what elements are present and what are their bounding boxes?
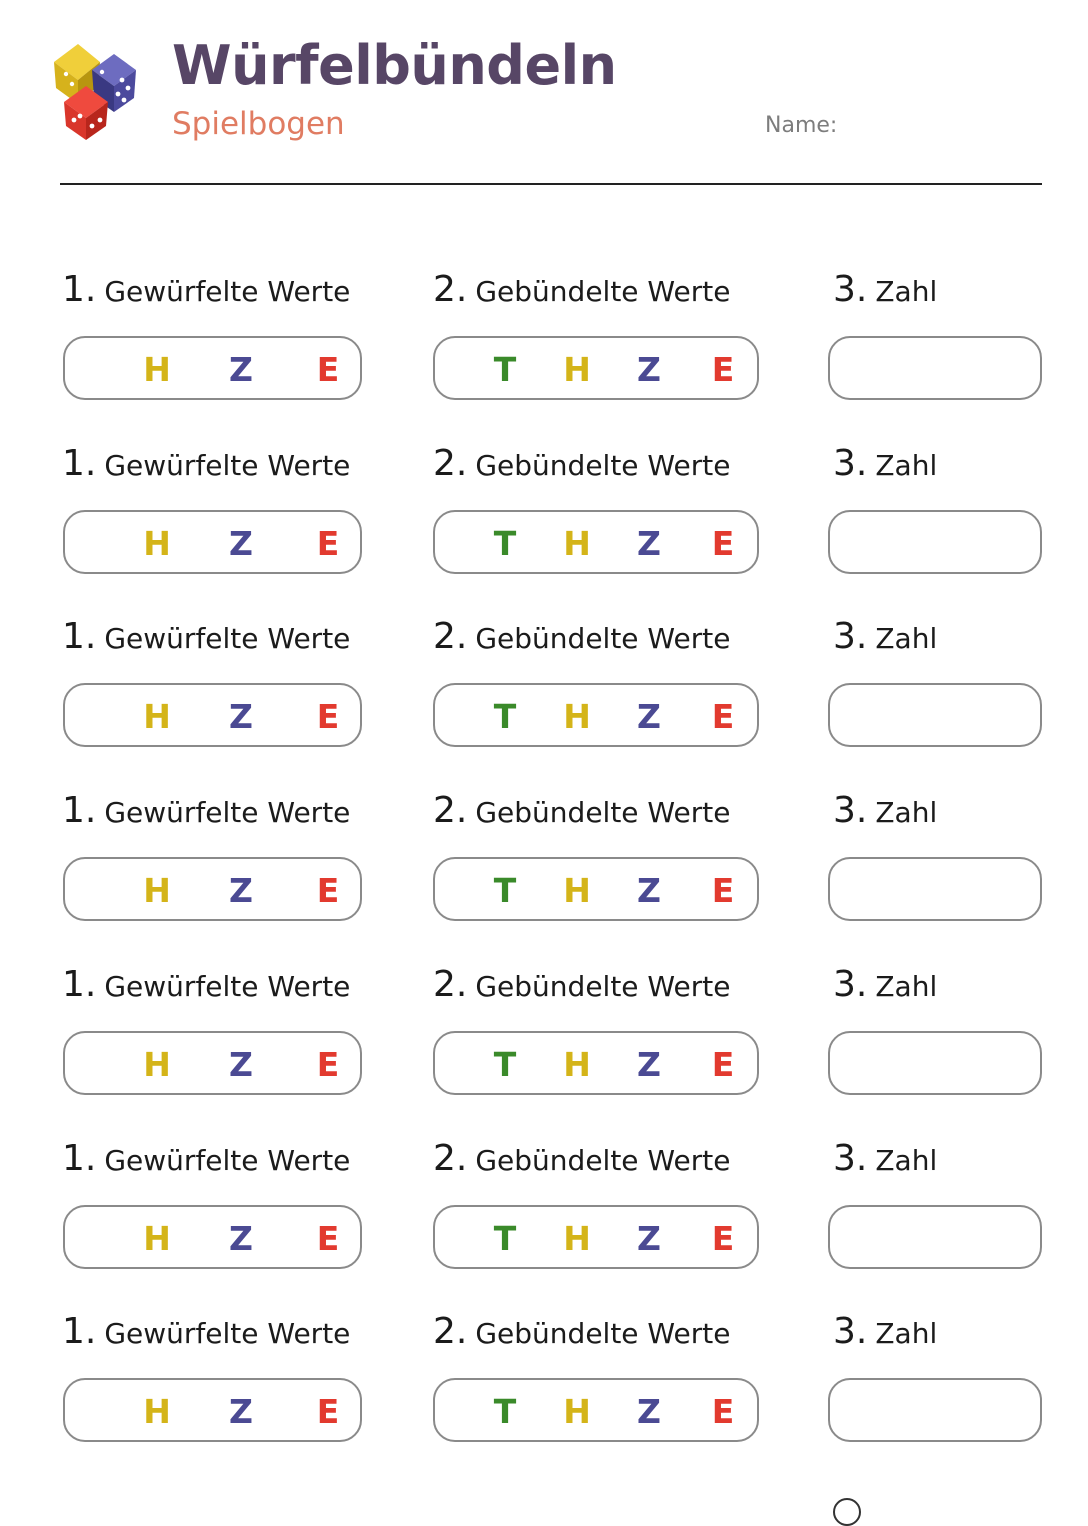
rolled-values-heading xyxy=(62,1312,350,1352)
bundled-values-box[interactable] xyxy=(433,336,759,400)
bundled-values-box[interactable] xyxy=(433,857,759,921)
step-number: 1. xyxy=(62,963,97,1005)
step-label: Gebündelte Werte xyxy=(475,1317,731,1351)
place-value-h: H xyxy=(563,697,591,737)
place-value-h: H xyxy=(563,1218,591,1258)
place-value-t: T xyxy=(493,1044,517,1084)
place-value-t: T xyxy=(493,350,517,389)
rolled-values-box[interactable] xyxy=(63,1031,362,1095)
place-value-h: H xyxy=(563,1392,591,1432)
place-value-h: H xyxy=(563,1044,591,1084)
step-number: 3. xyxy=(833,790,868,832)
step-number: 3. xyxy=(833,963,868,1005)
place-value-h: H xyxy=(563,350,591,389)
page-title: Würfelbündeln xyxy=(172,34,617,97)
rolled-values-box[interactable] xyxy=(63,857,362,921)
step-label: Zahl xyxy=(875,1143,938,1177)
step-number: 2. xyxy=(433,269,468,310)
place-value-h: H xyxy=(143,1392,171,1432)
step-label: Gebündelte Werte xyxy=(475,969,731,1003)
place-value-e: E xyxy=(316,871,340,911)
rolled-values-box[interactable] xyxy=(63,1205,362,1269)
place-value-z: Z xyxy=(637,697,661,737)
step-label: Zahl xyxy=(875,622,938,656)
number-answer-box[interactable] xyxy=(828,857,1042,921)
step-number: 3. xyxy=(833,1311,868,1353)
step-label: Zahl xyxy=(875,275,938,308)
place-value-h: H xyxy=(563,523,591,563)
worksheet-row xyxy=(0,791,1088,951)
step-number: 2. xyxy=(433,616,468,658)
step-number: 3. xyxy=(833,1137,868,1179)
place-value-z: Z xyxy=(637,1044,661,1084)
bundled-values-heading xyxy=(433,965,730,1005)
place-value-t: T xyxy=(493,1218,517,1258)
step-number: 1. xyxy=(62,790,97,832)
worksheet-row xyxy=(0,1312,1088,1472)
place-value-e: E xyxy=(316,523,340,563)
place-value-t: T xyxy=(493,697,517,737)
place-value-h: H xyxy=(143,697,171,737)
place-value-e: E xyxy=(316,1218,340,1258)
step-label: Gebündelte Werte xyxy=(475,448,731,482)
place-value-h: H xyxy=(143,350,171,389)
step-label: Zahl xyxy=(875,448,938,482)
rolled-values-box[interactable] xyxy=(63,1378,362,1442)
step-label: Gewürfelte Werte xyxy=(104,448,351,482)
number-heading xyxy=(833,617,937,657)
place-value-e: E xyxy=(316,1044,340,1084)
step-number: 1. xyxy=(62,442,97,484)
place-value-h: H xyxy=(143,871,171,911)
rolled-values-box[interactable] xyxy=(63,510,362,574)
rolled-values-heading xyxy=(62,1139,350,1179)
bundled-values-heading xyxy=(433,270,730,310)
place-value-z: Z xyxy=(637,871,661,911)
step-label: Gebündelte Werte xyxy=(475,275,731,308)
name-field-label: Name: xyxy=(765,113,838,138)
header-divider xyxy=(60,183,1042,185)
number-answer-box[interactable] xyxy=(828,510,1042,574)
step-number: 1. xyxy=(62,1137,97,1179)
bundled-values-box[interactable] xyxy=(433,1378,759,1442)
step-label: Gebündelte Werte xyxy=(475,622,731,656)
place-value-z: Z xyxy=(637,1392,661,1432)
bundled-values-box[interactable] xyxy=(433,1205,759,1269)
step-label: Gebündelte Werte xyxy=(475,1143,731,1177)
place-value-z: Z xyxy=(229,697,253,737)
number-heading xyxy=(833,444,937,484)
place-value-h: H xyxy=(143,1044,171,1084)
page-end-circle-icon xyxy=(833,1498,861,1526)
step-label: Zahl xyxy=(875,969,938,1003)
step-label: Gewürfelte Werte xyxy=(104,796,351,830)
bundled-values-heading xyxy=(433,444,730,484)
place-value-e: E xyxy=(711,1044,735,1084)
step-number: 3. xyxy=(833,442,868,484)
step-label: Gewürfelte Werte xyxy=(104,1317,351,1351)
number-heading xyxy=(833,1312,937,1352)
worksheet-row xyxy=(0,444,1088,604)
step-label: Zahl xyxy=(875,1317,938,1351)
bundled-values-heading xyxy=(433,1312,730,1352)
step-number: 1. xyxy=(62,1311,97,1353)
place-value-t: T xyxy=(493,871,517,911)
place-value-z: Z xyxy=(637,350,661,389)
dice-logo-icon xyxy=(52,40,140,144)
rolled-values-heading xyxy=(62,791,350,831)
place-value-e: E xyxy=(711,697,735,737)
place-value-h: H xyxy=(563,871,591,911)
rolled-values-box[interactable] xyxy=(63,336,362,400)
place-value-z: Z xyxy=(229,1392,253,1432)
step-label: Gewürfelte Werte xyxy=(104,622,351,656)
place-value-e: E xyxy=(711,523,735,563)
place-value-h: H xyxy=(143,1218,171,1258)
place-value-e: E xyxy=(711,350,735,389)
bundled-values-heading xyxy=(433,791,730,831)
place-value-h: H xyxy=(143,523,171,563)
number-answer-box[interactable] xyxy=(828,1205,1042,1269)
number-heading xyxy=(833,791,937,831)
worksheet-row xyxy=(0,1139,1088,1299)
place-value-t: T xyxy=(493,523,517,563)
place-value-e: E xyxy=(316,350,340,389)
rolled-values-box[interactable] xyxy=(63,683,362,747)
place-value-z: Z xyxy=(637,523,661,563)
bundled-values-box[interactable] xyxy=(433,510,759,574)
bundled-values-box[interactable] xyxy=(433,1031,759,1095)
number-answer-box[interactable] xyxy=(828,336,1042,400)
rolled-values-heading xyxy=(62,444,350,484)
step-number: 3. xyxy=(833,616,868,658)
step-number: 2. xyxy=(433,1311,468,1353)
number-answer-box[interactable] xyxy=(828,1378,1042,1442)
rolled-values-heading xyxy=(62,270,350,310)
place-value-e: E xyxy=(711,871,735,911)
place-value-z: Z xyxy=(637,1218,661,1258)
step-number: 1. xyxy=(62,269,97,310)
rolled-values-heading xyxy=(62,965,350,1005)
place-value-e: E xyxy=(316,697,340,737)
step-label: Gewürfelte Werte xyxy=(104,1143,351,1177)
step-number: 2. xyxy=(433,442,468,484)
worksheet-row xyxy=(0,270,1088,430)
place-value-z: Z xyxy=(229,523,253,563)
place-value-z: Z xyxy=(229,1218,253,1258)
place-value-z: Z xyxy=(229,1044,253,1084)
worksheet-row xyxy=(0,965,1088,1125)
step-label: Gebündelte Werte xyxy=(475,796,731,830)
number-heading xyxy=(833,270,937,310)
number-heading xyxy=(833,1139,937,1179)
bundled-values-heading xyxy=(433,617,730,657)
number-answer-box[interactable] xyxy=(828,1031,1042,1095)
worksheet-row xyxy=(0,617,1088,777)
bundled-values-box[interactable] xyxy=(433,683,759,747)
step-label: Zahl xyxy=(875,796,938,830)
step-number: 1. xyxy=(62,616,97,658)
place-value-e: E xyxy=(316,1392,340,1432)
place-value-z: Z xyxy=(229,350,253,389)
place-value-e: E xyxy=(711,1392,735,1432)
place-value-t: T xyxy=(493,1392,517,1432)
number-answer-box[interactable] xyxy=(828,683,1042,747)
step-label: Gewürfelte Werte xyxy=(104,969,351,1003)
step-number: 2. xyxy=(433,963,468,1005)
number-heading xyxy=(833,965,937,1005)
step-number: 2. xyxy=(433,790,468,832)
step-number: 3. xyxy=(833,269,868,310)
bundled-values-heading xyxy=(433,1139,730,1179)
place-value-z: Z xyxy=(229,871,253,911)
rolled-values-heading xyxy=(62,617,350,657)
place-value-e: E xyxy=(711,1218,735,1258)
step-number: 2. xyxy=(433,1137,468,1179)
step-label: Gewürfelte Werte xyxy=(104,275,351,308)
page-subtitle: Spielbogen xyxy=(172,106,345,142)
